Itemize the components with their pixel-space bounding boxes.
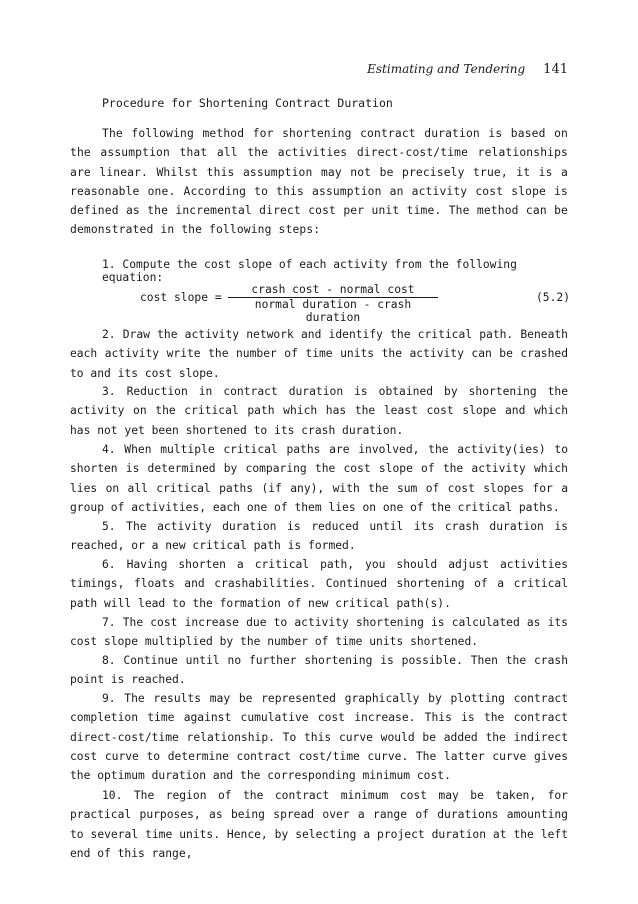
step-3: 3. Reduction in contract duration is obtained by shortening the activity on the critical path which has the least cost slope and which has not yet been shortened to its crash duration. [70,385,568,437]
running-header [367,62,568,77]
step-4: 4. When multiple critical paths are involved, the activity(ies) to shorten is determined by comparing the cost slope of the activity which lies on all critical paths (if any), with the sum of cost slopes for a group of activities, each one of them lies on one of the critical paths. [70,443,568,514]
step-9: 9. The results may be represented graphically by plotting contract completion time against cumulative cost increase. This is the contract direct-cost/time relationship. To this curve would be added the indirect cost curve to determine contract cost/time curve. The latter curve gives the optimum duration and the corresponding minimum cost. [70,692,568,783]
step-2: 2. Draw the activity network and identify the critical path. Beneath each activity write the number of time units the activity can be crashed to and its cost slope. [70,328,568,380]
equation-number: (5.2) [535,291,570,304]
equation-numerator: crash cost - normal cost [228,283,438,298]
step-8: 8. Continue until no further shortening is possible. Then the crash point is reached. [70,654,568,687]
running-title: Estimating and Tendering [367,62,526,76]
equation-denominator: normal duration - crash duration [254,298,412,324]
equation-lhs: cost slope = [140,291,222,304]
step-1: 1. Compute the cost slope of each activity from the following equation: [102,258,517,284]
equation-fraction [228,283,438,324]
page-number: 141 [543,62,568,77]
step-5: 5. The activity duration is reduced until its crash duration is reached, or a new critical path is formed. [70,520,568,553]
step-7: 7. The cost increase due to activity shortening is calculated as its cost slope multiplied by the number of time units shortened. [70,616,568,649]
section-heading: Procedure for Shortening Contract Duration [102,96,393,110]
cost-slope-equation [140,283,570,324]
step-10: 10. The region of the contract minimum cost may be taken, for practical purposes, as being spread over a range of durations amounting to several time units. Hence, by selecting a project duration at the left end of this range, [70,789,568,860]
step-6: 6. Having shorten a critical path, you should adjust activities timings, floats and crashabilities. Continued shortening of a critical path will lead to the formation of new critical path(s). [70,558,568,610]
intro-paragraph [70,124,568,240]
intro-text: The following method for shortening contract duration is based on the assumption that all the activities direct-cost/time relationships are linear. Whilst this assumption may not be precisely true, it is a reasonable one. According to this assumption an activity cost slope is defined as the incremental direct cost per unit time. The method can be demonstrated in the following steps: [70,127,568,237]
